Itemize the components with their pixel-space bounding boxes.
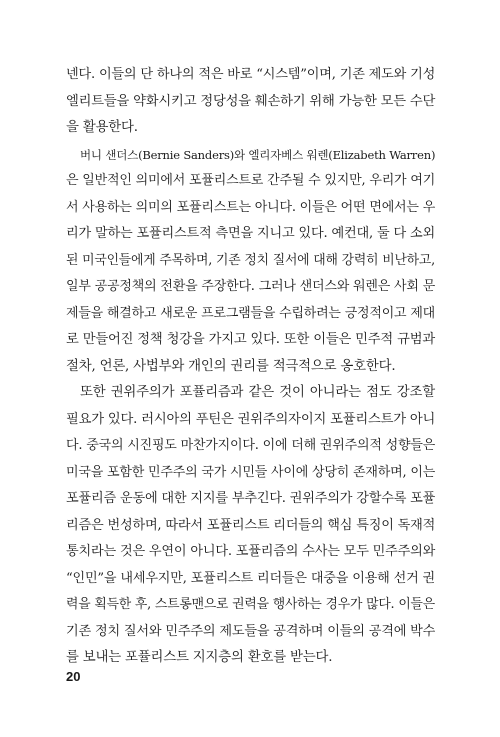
text-line: 를 보내는 포퓰리스트 지지층의 환호를 받는다. [66,650,333,665]
text-line: 버니 샌더스(Bernie Sanders)와 엘리자베스 워렌(Elizabeth Warren) [80,147,436,162]
text-line: 은 일반적인 의미에서 포퓰리스트로 간주될 수 있지만, 우리가 여기 [66,173,436,188]
paragraph-1 [66,62,435,142]
text-line: 로 만들어진 정책 청강을 가지고 있다. 또한 이들은 민주적 규범과 [66,332,435,347]
text-line: 통치라는 것은 우연이 아니다. 포퓰리즘의 수사는 모두 민주주의와 [66,544,436,559]
text-line: 엘리트들을 약화시키고 정당성을 훼손하기 위해 가능한 모든 수단 [66,93,436,109]
text-line: “인민”을 내세우지만, 포퓰리스트 리더들은 대중을 이용해 선거 권 [66,570,435,586]
text-line: 을 활용한다. [66,120,138,135]
text-line: 리즘은 번성하며, 따라서 포퓰리스트 리더들의 핵심 특징이 독재적 [66,517,436,533]
text-line: 다. 중국의 시진핑도 마찬가지이다. 이에 더해 권위주의적 성향들은 [66,438,436,453]
paragraph-2 [66,142,435,381]
text-line: 필요가 있다. 러시아의 푸틴은 권위주의자이지 포퓰리스트가 아니 [66,411,436,427]
text-line: 제들을 해결하고 새로운 프로그램들을 수립하려는 긍정적이고 제대 [66,305,435,321]
text-line: 또한 권위주의가 포퓰리즘과 같은 것이 아니라는 점도 강조할 [80,385,435,400]
text-line: 절차, 언론, 사법부와 개인의 권리를 적극적으로 옹호한다. [66,358,396,374]
page-number: 20 [66,669,81,684]
text-line: 일부 공공정책의 전환을 주장한다. 그러나 샌더스와 워렌은 사회 문 [66,279,436,294]
text-line: 된 미국인들에게 주목하며, 기존 정치 질서에 대해 강력히 비난하고, [66,252,435,268]
text-line: 포퓰리즘 운동에 대한 지지를 부추긴다. 권위주의가 강할수록 포퓰 [66,491,436,506]
paragraph-3 [66,380,435,672]
body-text [66,62,435,672]
text-line: 기존 정치 질서와 민주주의 제도들을 공격하며 이들의 공격에 박수 [66,623,436,639]
text-line: 미국을 포함한 민주주의 국가 시민들 사이에 상당히 존재하며, 이는 [66,464,436,480]
text-line: 서 사용하는 의미의 포퓰리스트는 아니다. 이들은 어떤 면에서는 우 [66,199,436,215]
text-line: 리가 말하는 포퓰리스트적 측면을 지니고 있다. 예컨대, 둘 다 소외 [66,226,435,241]
text-line: 넨다. 이들의 단 하나의 적은 바로 “시스템”이며, 기존 제도와 기성 [66,67,436,82]
text-line: 력을 획득한 후, 스트롱맨으로 권력을 행사하는 경우가 많다. 이들은 [66,597,435,612]
